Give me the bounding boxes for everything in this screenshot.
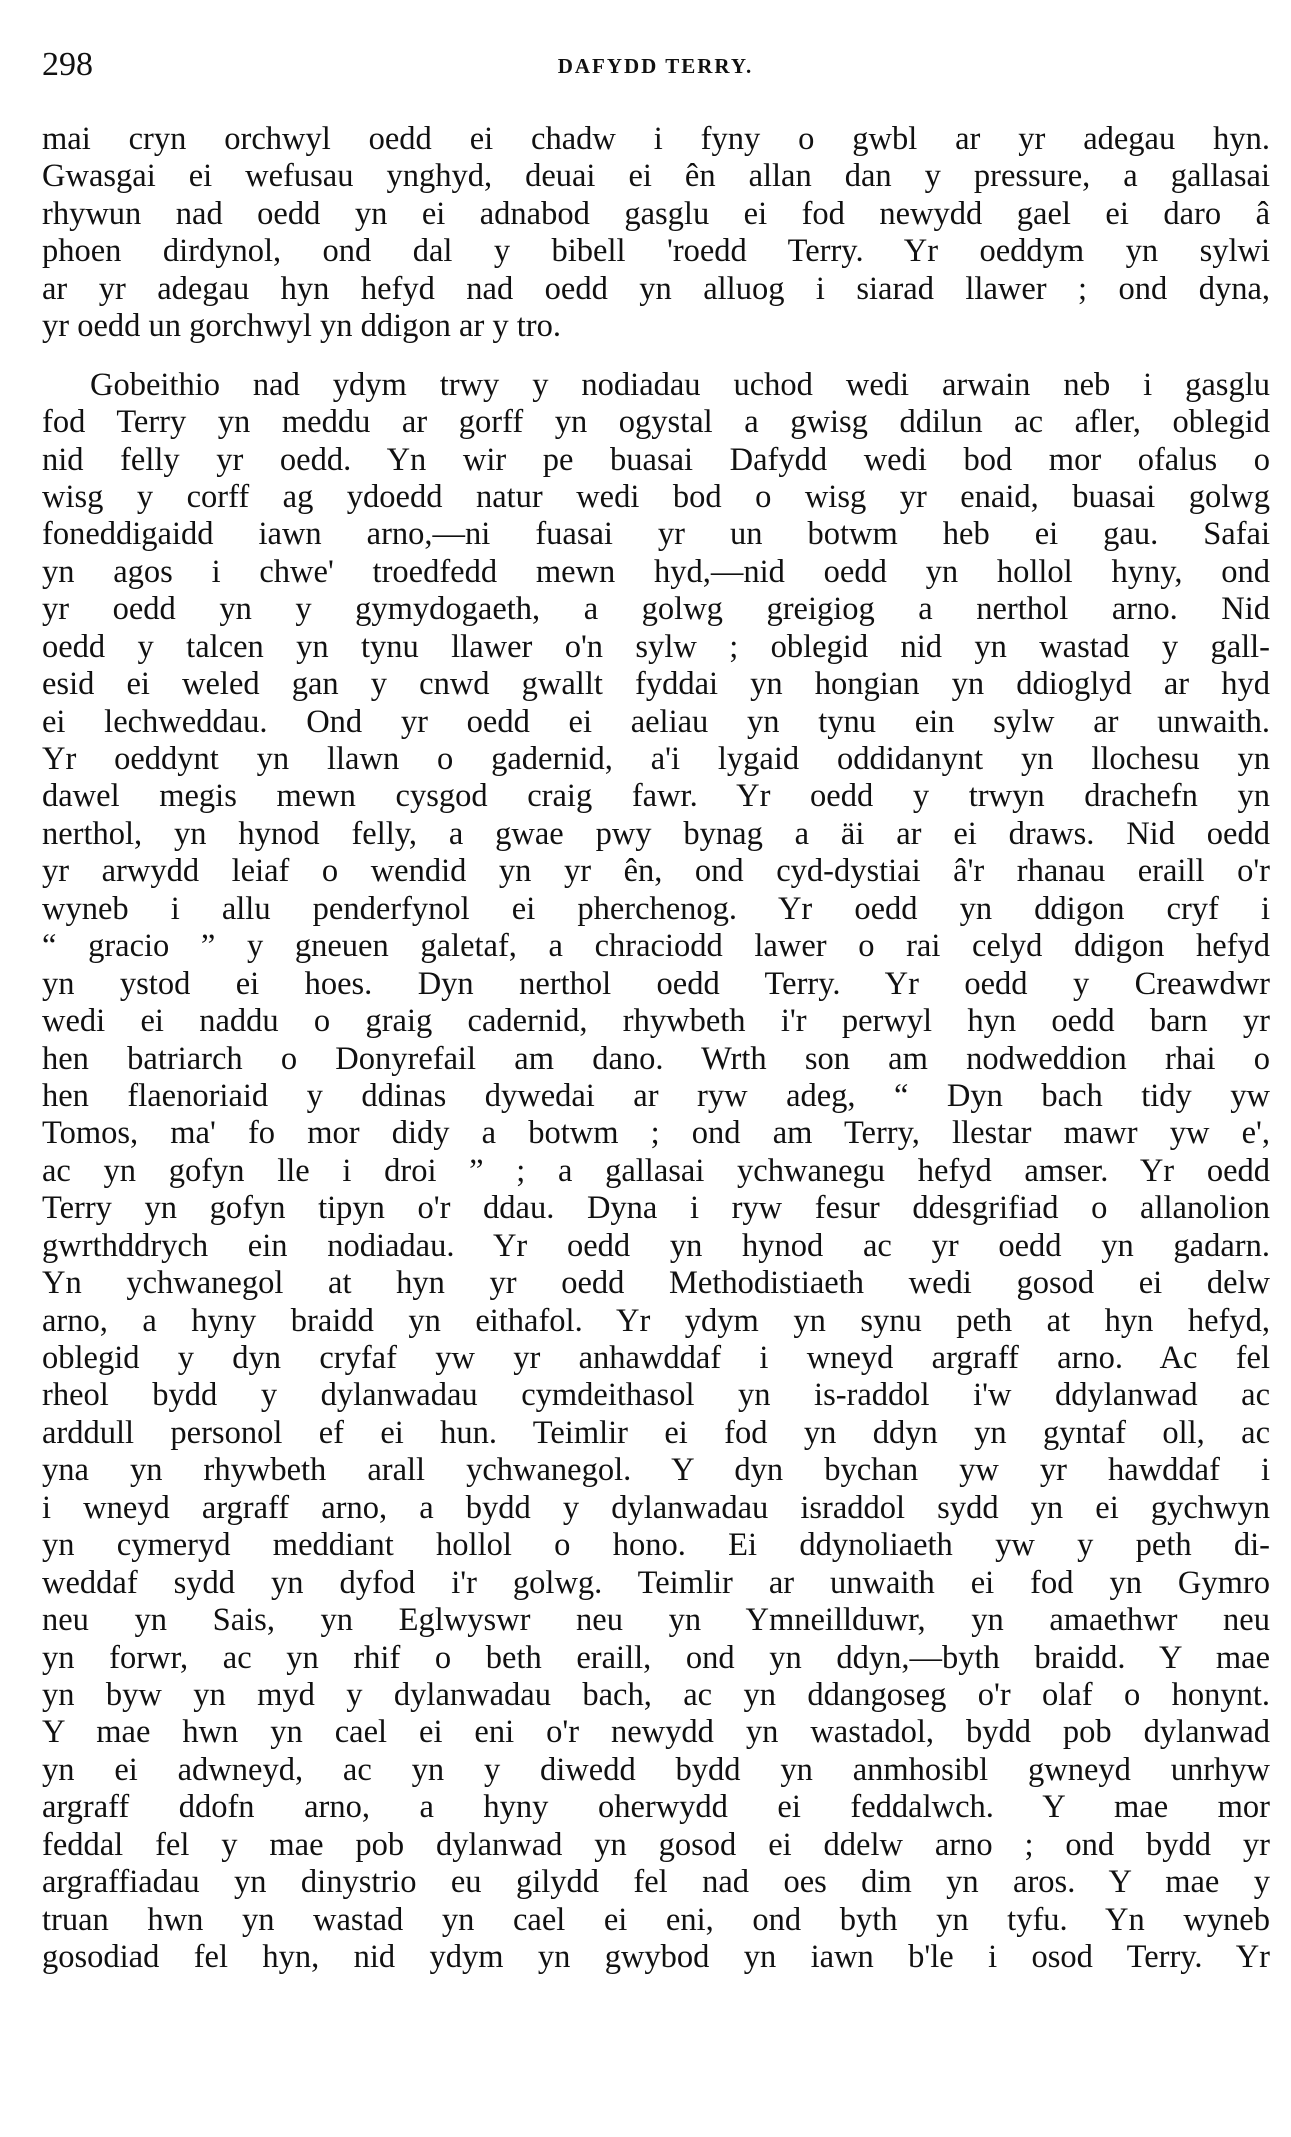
text-line: Gobeithio nad ydym trwy y nodiadau uchod wedi arwain neb i gasglu xyxy=(90,366,1270,403)
text-line: oedd y talcen yn tynu llawer o'n sylw ; oblegid nid yn wastad y gall- xyxy=(42,628,1270,665)
text-line: yna yn rhywbeth arall ychwanegol. Y dyn bychan yw yr hawddaf i xyxy=(42,1452,1270,1489)
text-line: hen batriarch o Donyrefail am dano. Wrth son am nodweddion rhai o xyxy=(42,1040,1270,1077)
text-line: yr oedd un gorchwyl yn ddigon ar y tro. xyxy=(42,308,562,345)
text-line: yn byw yn myd y dylanwadau bach, ac yn ddangoseg o'r olaf o honynt. xyxy=(42,1676,1270,1713)
text-line: rhywun nad oedd yn ei adnabod gasglu ei fod newydd gael ei daro â xyxy=(42,195,1270,232)
text-line: oblegid y dyn cryfaf yw yr anhawddaf i wneyd argraff arno. Ac fel xyxy=(42,1340,1270,1376)
text-line: arddull personol ef ei hun. Teimlir ei fod yn ddyn yn gyntaf oll, ac xyxy=(42,1414,1270,1451)
text-line: fod Terry yn meddu ar gorff yn ogystal a gwisg ddilun ac afler, oblegid xyxy=(42,404,1270,441)
text-line: wedi ei naddu o graig cadernid, rhywbeth i'r perwyl hyn oedd barn yr xyxy=(42,1003,1270,1040)
text-line: yr arwydd leiaf o wendid yn yr ên, ond cyd-dystiai â'r rhanau eraill o'r xyxy=(42,853,1270,890)
page-number: 298 xyxy=(42,46,93,83)
text-line: Terry yn gofyn tipyn o'r ddau. Dyna i ryw fesur ddesgrifiad o allanolion xyxy=(42,1190,1270,1227)
text-line: nid felly yr oedd. Yn wir pe buasai Dafydd wedi bod mor ofalus o xyxy=(42,441,1270,478)
page-header xyxy=(42,46,1269,96)
text-line: dawel megis mewn cysgod craig fawr. Yr oedd y trwyn drachefn yn xyxy=(42,778,1270,815)
text-line: feddal fel y mae pob dylanwad yn gosod ei ddelw arno ; ond bydd yr xyxy=(42,1826,1270,1863)
text-line: “ gracio ” y gneuen galetaf, a chraciodd lawer o rai celyd ddigon hefyd xyxy=(42,928,1270,965)
text-line: Gwasgai ei wefusau ynghyd, deuai ei ên allan dan y pressure, a gallasai xyxy=(42,158,1270,195)
text-line: esid ei weled gan y cnwd gwallt fyddai yn hongian yn ddioglyd ar hyd xyxy=(42,666,1270,703)
text-line: weddaf sydd yn dyfod i'r golwg. Teimlir ar unwaith ei fod yn Gymro xyxy=(42,1564,1270,1601)
text-line: yn cymeryd meddiant hollol o hono. Ei ddynoliaeth yw y peth di- xyxy=(42,1527,1270,1564)
text-line: yn agos i chwe' troedfedd mewn hyd,—nid oedd yn hollol hyny, ond xyxy=(42,553,1270,590)
text-line: yn ystod ei hoes. Dyn nerthol oedd Terry. Yr oedd y Creawdwr xyxy=(42,965,1270,1002)
text-line: ac yn gofyn lle i droi ” ; a gallasai ychwanegu hefyd amser. Yr oedd xyxy=(42,1152,1270,1189)
page-body xyxy=(42,121,1270,1976)
text-line: Yr oeddynt yn llawn o gadernid, a'i lygaid oddidanynt yn llochesu yn xyxy=(42,741,1270,777)
text-line: Y mae hwn yn cael ei eni o'r newydd yn wastadol, bydd pob dylanwad xyxy=(42,1714,1270,1751)
text-line: yn forwr, ac yn rhif o beth eraill, ond yn ddyn,—byth braidd. Y mae xyxy=(42,1639,1270,1676)
paragraph xyxy=(42,121,1270,346)
text-line: nerthol, yn hynod felly, a gwae pwy bynag a äi ar ei draws. Nid oedd xyxy=(42,815,1270,852)
text-line: argraffiadau yn dinystrio eu gilydd fel nad oes dim yn aros. Y mae y xyxy=(42,1864,1270,1901)
text-line: truan hwn yn wastad yn cael ei eni, ond byth yn tyfu. Yn wyneb xyxy=(42,1901,1270,1938)
text-line: gosodiad fel hyn, nid ydym yn gwybod yn iawn b'le i osod Terry. Yr xyxy=(42,1939,1270,1975)
text-line: wisg y corff ag ydoedd natur wedi bod o wisg yr enaid, buasai golwg xyxy=(42,478,1270,515)
text-line: Yn ychwanegol at hyn yr oedd Methodistiaeth wedi gosod ei delw xyxy=(42,1265,1270,1302)
paragraph-gap xyxy=(42,346,1270,367)
text-line: foneddigaidd iawn arno,—ni fuasai yr un botwm heb ei gau. Safai xyxy=(42,516,1270,553)
text-line: arno, a hyny braidd yn eithafol. Yr ydym yn synu peth at hyn hefyd, xyxy=(42,1302,1270,1339)
text-line: ei lechweddau. Ond yr oedd ei aeliau yn tynu ein sylw ar unwaith. xyxy=(42,703,1270,740)
text-line: rheol bydd y dylanwadau cymdeithasol yn is-raddol i'w ddylanwad ac xyxy=(42,1377,1270,1414)
text-line: yr oedd yn y gymydogaeth, a golwg greigiog a nerthol arno. Nid xyxy=(42,591,1270,628)
text-line: argraff ddofn arno, a hyny oherwydd ei feddalwch. Y mae mor xyxy=(42,1789,1270,1826)
text-line: neu yn Sais, yn Eglwyswr neu yn Ymneillduwr, yn amaethwr neu xyxy=(42,1602,1270,1639)
text-line: phoen dirdynol, ond dal y bibell 'roedd Terry. Yr oeddym yn sylwi xyxy=(42,233,1270,270)
text-line: Tomos, ma' fo mor didy a botwm ; ond am Terry, llestar mawr yw e', xyxy=(42,1115,1270,1152)
paragraph xyxy=(42,367,1270,1977)
text-line: yn ei adwneyd, ac yn y diwedd bydd yn anmhosibl gwneyd unrhyw xyxy=(42,1751,1270,1788)
text-line: gwrthddrych ein nodiadau. Yr oedd yn hynod ac yr oedd yn gadarn. xyxy=(42,1227,1270,1264)
text-line: mai cryn orchwyl oedd ei chadw i fyny o gwbl ar yr adegau hyn. xyxy=(42,121,1270,157)
text-line: wyneb i allu penderfynol ei pherchenog. Yr oedd yn ddigon cryf i xyxy=(42,890,1270,927)
text-line: ar yr adegau hyn hefyd nad oedd yn alluog i siarad llawer ; ond dyna, xyxy=(42,270,1270,307)
text-line: i wneyd argraff arno, a bydd y dylanwadau israddol sydd yn ei gychwyn xyxy=(42,1489,1270,1526)
running-head: DAFYDD TERRY. xyxy=(557,54,754,78)
text-line: hen flaenoriaid y ddinas dywedai ar ryw adeg, “ Dyn bach tidy yw xyxy=(42,1077,1270,1114)
